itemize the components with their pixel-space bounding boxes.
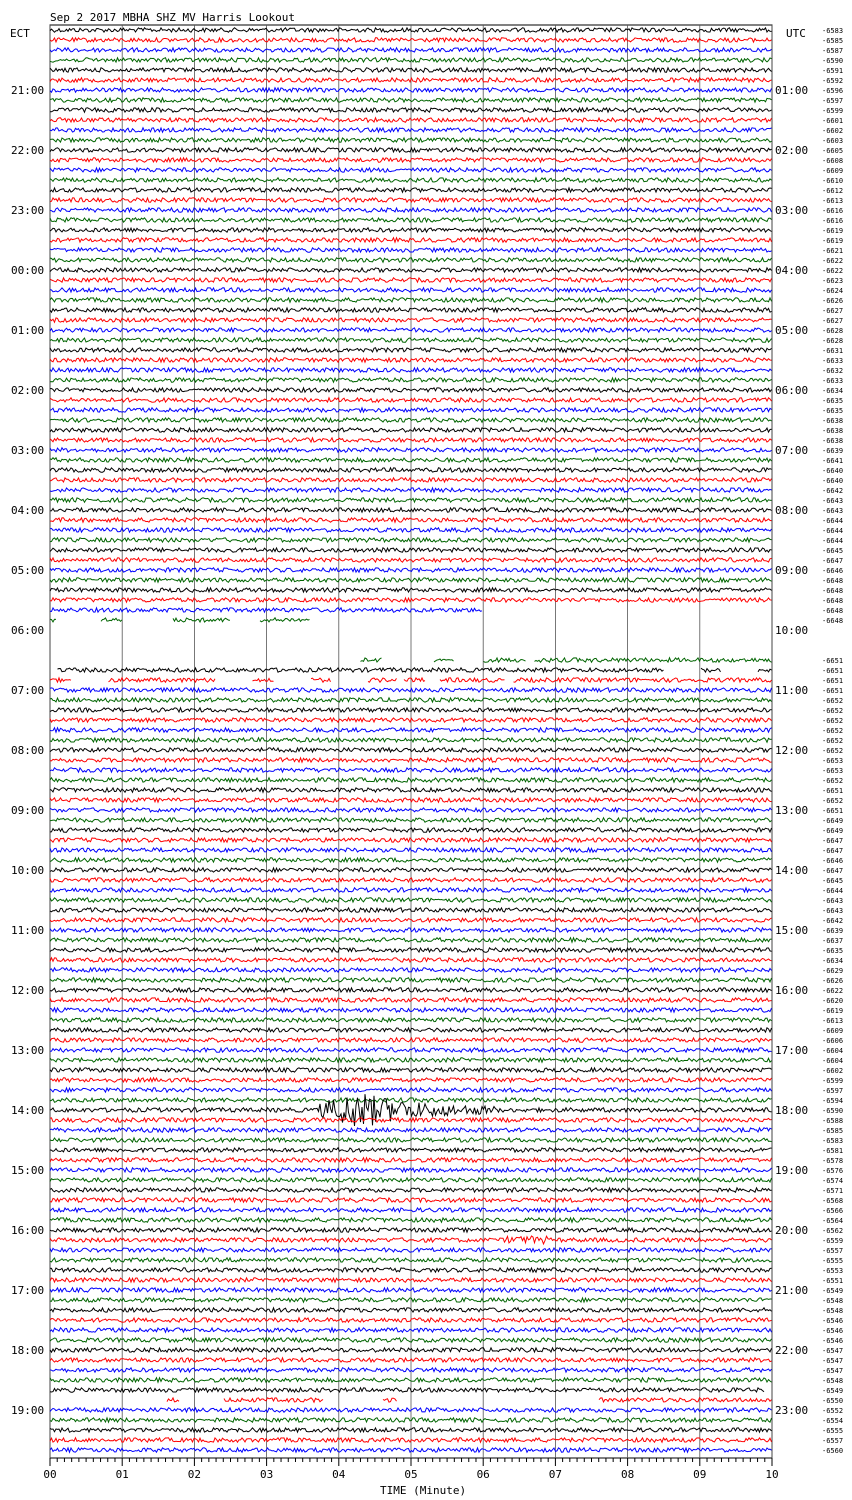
trace-value-label: -6559: [822, 1237, 844, 1245]
trace-value-label: -6643: [822, 897, 844, 905]
right-hour-label: 23:00: [775, 1404, 809, 1417]
trace-value-label: -6548: [822, 1297, 844, 1305]
right-hour-label: 06:00: [775, 384, 809, 397]
trace-value-label: -6620: [822, 997, 844, 1005]
trace-value-label: -6635: [822, 407, 844, 415]
trace-value-label: -6581: [822, 1147, 844, 1155]
trace-value-label: -6641: [822, 457, 844, 465]
trace-value-label: -6562: [822, 1227, 844, 1235]
right-hour-label: 20:00: [775, 1224, 809, 1237]
trace-value-label: -6549: [822, 1287, 844, 1295]
x-tick-label: 04: [332, 1468, 346, 1481]
trace-value-label: -6644: [822, 537, 844, 545]
trace-value-label: -6583: [822, 1137, 844, 1145]
left-hour-label: 02:00: [11, 384, 45, 397]
trace-value-label: -6547: [822, 1367, 844, 1375]
trace-value-label: -6599: [822, 1077, 844, 1085]
left-hour-label: 03:00: [11, 444, 45, 457]
trace-value-label: -6588: [822, 1117, 844, 1125]
trace-value-label: -6622: [822, 257, 844, 265]
trace-value-label: -6608: [822, 157, 844, 165]
trace-value-label: -6652: [822, 727, 844, 735]
trace-value-label: -6592: [822, 77, 844, 85]
trace-line: [50, 608, 482, 612]
trace-value-label: -6583: [822, 27, 844, 35]
trace-value-label: -6602: [822, 127, 844, 135]
trace-value-label: -6622: [822, 267, 844, 275]
x-tick-label: 02: [187, 1468, 202, 1481]
trace-line: [361, 658, 772, 662]
right-hour-label: 10:00: [775, 624, 809, 637]
trace-value-label: -6642: [822, 917, 844, 925]
trace-value-label: -6596: [822, 87, 844, 95]
trace-value-label: -6551: [822, 1277, 844, 1285]
trace-value-label: -6644: [822, 527, 844, 535]
left-hour-label: 22:00: [11, 144, 45, 157]
trace-line: [50, 1388, 764, 1392]
left-hour-label: 18:00: [11, 1344, 45, 1357]
trace-value-label: -6622: [822, 987, 844, 995]
trace-value-label: -6606: [822, 1037, 844, 1045]
trace-value-label: -6646: [822, 857, 844, 865]
trace-value-label: -6585: [822, 1127, 844, 1135]
trace-value-label: -6546: [822, 1337, 844, 1345]
trace-value-label: -6604: [822, 1057, 844, 1065]
left-hour-label: 07:00: [11, 684, 45, 697]
right-hour-label: 02:00: [775, 144, 809, 157]
x-tick-label: 00: [43, 1468, 57, 1481]
trace-value-label: -6578: [822, 1157, 844, 1165]
right-hour-label: 08:00: [775, 504, 809, 517]
left-hour-labels: [11, 84, 44, 1417]
right-hour-label: 21:00: [775, 1284, 809, 1297]
trace-value-label: -6648: [822, 597, 844, 605]
trace-value-label: -6652: [822, 797, 844, 805]
trace-value-label: -6652: [822, 697, 844, 705]
trace-value-label: -6633: [822, 377, 844, 385]
x-tick-label: 06: [476, 1468, 490, 1481]
trace-value-label: -6591: [822, 67, 844, 75]
trace-value-label: -6637: [822, 937, 844, 945]
right-hour-label: 05:00: [775, 324, 809, 337]
trace-value-label: -6644: [822, 517, 844, 525]
left-hour-label: 21:00: [11, 84, 45, 97]
trace-value-label: -6628: [822, 327, 844, 335]
trace-value-label: -6638: [822, 437, 844, 445]
trace-value-label: -6643: [822, 497, 844, 505]
trace-value-label: -6629: [822, 967, 844, 975]
trace-value-label: -6632: [822, 367, 844, 375]
x-tick-label: 07: [548, 1468, 563, 1481]
right-hour-label: 11:00: [775, 684, 809, 697]
trace-value-label: -6548: [822, 1377, 844, 1385]
left-hour-label: 06:00: [11, 624, 45, 637]
trace-value-label: -6597: [822, 97, 844, 105]
left-hour-label: 08:00: [11, 744, 45, 757]
right-axis-label: UTC: [786, 27, 806, 40]
left-hour-label: 17:00: [11, 1284, 45, 1297]
trace-value-label: -6612: [822, 187, 844, 195]
trace-value-label: -6647: [822, 867, 844, 875]
trace-value-label: -6609: [822, 1027, 844, 1035]
trace-line: [58, 668, 772, 672]
trace-value-label: -6651: [822, 687, 844, 695]
trace-value-label: -6566: [822, 1207, 844, 1215]
left-hour-label: 13:00: [11, 1044, 45, 1057]
trace-value-label: -6652: [822, 737, 844, 745]
trace-value-label: -6626: [822, 977, 844, 985]
right-hour-label: 19:00: [775, 1164, 809, 1177]
trace-line: [167, 1398, 772, 1402]
trace-value-label: -6547: [822, 1357, 844, 1365]
left-hour-label: 10:00: [11, 864, 45, 877]
right-hour-label: 16:00: [775, 984, 809, 997]
trace-value-label: -6648: [822, 607, 844, 615]
trace-value-label: -6587: [822, 47, 844, 55]
trace-value-label: -6560: [822, 1447, 844, 1455]
trace-value-label: -6568: [822, 1197, 844, 1205]
right-hour-labels: [775, 84, 808, 1417]
left-hour-label: 15:00: [11, 1164, 45, 1177]
left-hour-label: 11:00: [11, 924, 45, 937]
trace-value-label: -6599: [822, 107, 844, 115]
trace-value-label: -6633: [822, 357, 844, 365]
trace-value-label: -6652: [822, 707, 844, 715]
trace-value-label: -6602: [822, 1067, 844, 1075]
trace-value-label: -6619: [822, 227, 844, 235]
trace-value-label: -6604: [822, 1047, 844, 1055]
trace-value-label: -6635: [822, 947, 844, 955]
x-tick-label: 05: [404, 1468, 418, 1481]
trace-value-label: -6554: [822, 1417, 844, 1425]
trace-value-label: -6640: [822, 477, 844, 485]
chart-title: Sep 2 2017 MBHA SHZ MV Harris Lookout: [50, 11, 296, 24]
right-hour-label: 07:00: [775, 444, 809, 457]
trace-value-label: -6609: [822, 167, 844, 175]
x-tick-label: 01: [115, 1468, 129, 1481]
x-tick-label: 08: [620, 1468, 635, 1481]
trace-value-label: -6619: [822, 1007, 844, 1015]
trace-value-label: -6652: [822, 777, 844, 785]
trace-value-label: -6597: [822, 1087, 844, 1095]
trace-value-label: -6639: [822, 447, 844, 455]
trace-value-label: -6601: [822, 117, 844, 125]
trace-value-label: -6574: [822, 1177, 844, 1185]
left-hour-label: 14:00: [11, 1104, 45, 1117]
trace-value-label: -6624: [822, 287, 844, 295]
trace-value-label: -6552: [822, 1407, 844, 1415]
trace-value-label: -6603: [822, 137, 844, 145]
trace-value-label: -6549: [822, 1387, 844, 1395]
trace-value-label: -6643: [822, 907, 844, 915]
trace-value-label: -6590: [822, 57, 844, 65]
right-hour-label: 01:00: [775, 84, 809, 97]
trace-value-label: -6548: [822, 1307, 844, 1315]
trace-value-label: -6613: [822, 1017, 844, 1025]
trace-value-label: -6651: [822, 667, 844, 675]
trace-value-label: -6634: [822, 387, 844, 395]
trace-value-label: -6651: [822, 657, 844, 665]
trace-value-label: -6594: [822, 1097, 844, 1105]
trace-value-label: -6651: [822, 677, 844, 685]
trace-value-label: -6646: [822, 567, 844, 575]
right-hour-label: 03:00: [775, 204, 809, 217]
left-hour-label: 09:00: [11, 804, 45, 817]
trace-value-label: -6553: [822, 1267, 844, 1275]
trace-value-label: -6610: [822, 177, 844, 185]
trace-value-label: -6640: [822, 467, 844, 475]
x-axis: [43, 1458, 778, 1481]
trace-value-label: -6585: [822, 37, 844, 45]
right-hour-label: 14:00: [775, 864, 809, 877]
trace-value-label: -6628: [822, 337, 844, 345]
trace-value-label: -6619: [822, 237, 844, 245]
trace-value-label: -6643: [822, 507, 844, 515]
left-hour-label: 19:00: [11, 1404, 45, 1417]
trace-value-label: -6616: [822, 207, 844, 215]
left-hour-label: 16:00: [11, 1224, 45, 1237]
trace-value-label: -6590: [822, 1107, 844, 1115]
trace-value-label: -6634: [822, 957, 844, 965]
trace-value-label: -6648: [822, 577, 844, 585]
trace-value-label: -6546: [822, 1327, 844, 1335]
trace-line: [50, 618, 310, 622]
trace-value-label: -6627: [822, 317, 844, 325]
left-hour-label: 12:00: [11, 984, 45, 997]
left-hour-label: 23:00: [11, 204, 45, 217]
trace-value-label: -6546: [822, 1317, 844, 1325]
trace-value-label: -6648: [822, 617, 844, 625]
trace-value-label: -6564: [822, 1217, 844, 1225]
right-hour-label: 18:00: [775, 1104, 809, 1117]
trace-value-label: -6557: [822, 1437, 844, 1445]
right-hour-label: 13:00: [775, 804, 809, 817]
trace-value-labels: [822, 27, 843, 1455]
trace-value-label: -6638: [822, 427, 844, 435]
trace-value-label: -6647: [822, 847, 844, 855]
trace-value-label: -6576: [822, 1167, 844, 1175]
trace-value-label: -6651: [822, 807, 844, 815]
trace-value-label: -6648: [822, 587, 844, 595]
right-hour-label: 17:00: [775, 1044, 809, 1057]
trace-value-label: -6652: [822, 747, 844, 755]
right-hour-label: 04:00: [775, 264, 809, 277]
trace-value-label: -6653: [822, 767, 844, 775]
trace-value-label: -6555: [822, 1427, 844, 1435]
left-axis-label: ECT: [10, 27, 30, 40]
trace-value-label: -6638: [822, 417, 844, 425]
trace-value-label: -6623: [822, 277, 844, 285]
trace-value-label: -6571: [822, 1187, 844, 1195]
right-hour-label: 15:00: [775, 924, 809, 937]
trace-value-label: -6647: [822, 837, 844, 845]
trace-value-label: -6639: [822, 927, 844, 935]
trace-value-label: -6627: [822, 307, 844, 315]
trace-value-label: -6555: [822, 1257, 844, 1265]
trace-value-label: -6645: [822, 547, 844, 555]
trace-value-label: -6652: [822, 717, 844, 725]
trace-value-label: -6626: [822, 297, 844, 305]
trace-value-label: -6605: [822, 147, 844, 155]
right-hour-label: 12:00: [775, 744, 809, 757]
trace-value-label: -6651: [822, 787, 844, 795]
left-hour-label: 00:00: [11, 264, 45, 277]
x-tick-label: 09: [693, 1468, 707, 1481]
trace-value-label: -6621: [822, 247, 844, 255]
trace-value-label: -6631: [822, 347, 844, 355]
trace-value-label: -6616: [822, 217, 844, 225]
left-hour-label: 01:00: [11, 324, 45, 337]
left-hour-label: 05:00: [11, 564, 45, 577]
trace-value-label: -6649: [822, 817, 844, 825]
x-axis-label: TIME (Minute): [380, 1484, 467, 1497]
trace-value-label: -6613: [822, 197, 844, 205]
trace-value-label: -6550: [822, 1397, 844, 1405]
left-hour-label: 04:00: [11, 504, 45, 517]
right-hour-label: 22:00: [775, 1344, 809, 1357]
trace-value-label: -6653: [822, 757, 844, 765]
trace-value-label: -6647: [822, 557, 844, 565]
trace-value-label: -6645: [822, 877, 844, 885]
trace-value-label: -6547: [822, 1347, 844, 1355]
right-hour-label: 09:00: [775, 564, 809, 577]
x-tick-label: 03: [259, 1468, 274, 1481]
trace-value-label: -6649: [822, 827, 844, 835]
trace-value-label: -6557: [822, 1247, 844, 1255]
x-tick-label: 10: [765, 1468, 779, 1481]
trace-value-label: -6642: [822, 487, 844, 495]
trace-value-label: -6644: [822, 887, 844, 895]
trace-value-label: -6635: [822, 397, 844, 405]
